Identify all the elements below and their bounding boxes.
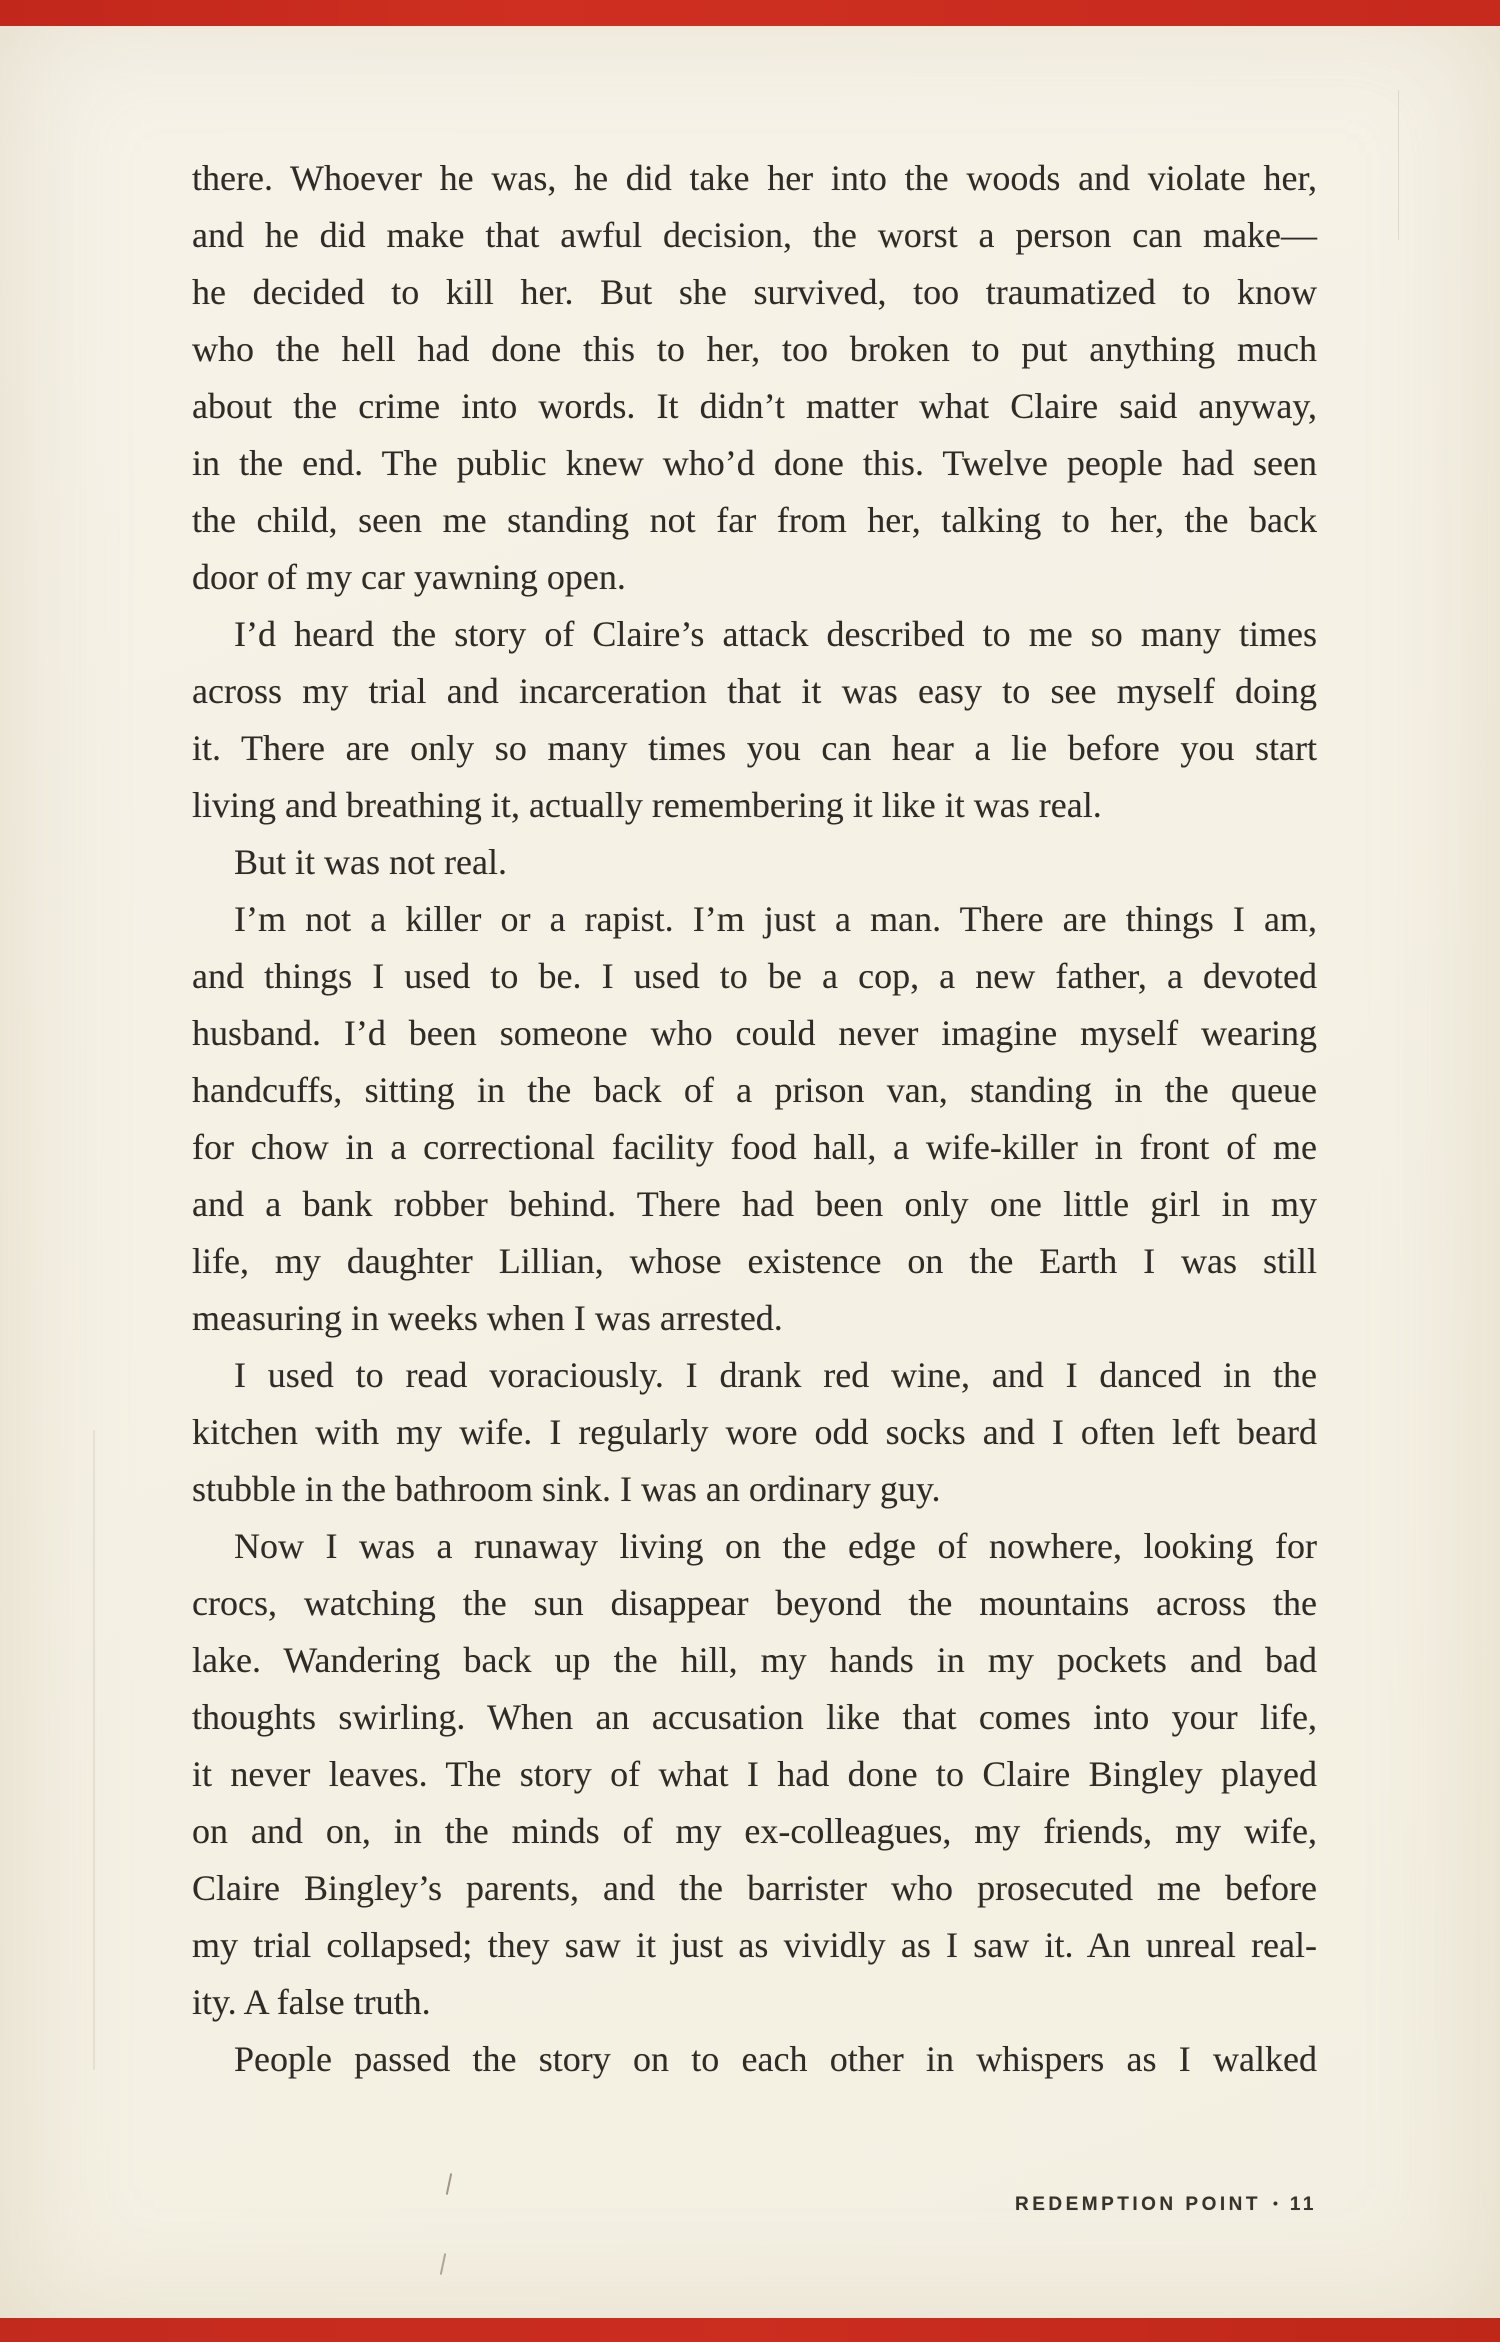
text-line: about the crime into words. It didn’t matter what Claire said anyway, (192, 386, 1317, 426)
paragraph (192, 891, 1317, 1347)
text-line: he decided to kill her. But she survived, too traumatized to know (192, 272, 1317, 312)
paragraph (192, 2031, 1317, 2088)
text-line: it. There are only so many times you can hear a lie before you start (192, 728, 1317, 768)
paragraph (192, 1347, 1317, 1518)
page-bottom-red-edge (0, 2318, 1500, 2342)
text-line: I used to read voraciously. I drank red wine, and I danced in the (234, 1355, 1317, 1395)
text-line: ity. A false truth. (192, 1982, 431, 2022)
text-line: there. Whoever he was, he did take her into the woods and violate her, (192, 158, 1317, 198)
text-line: kitchen with my wife. I regularly wore odd socks and I often left beard (192, 1412, 1317, 1452)
scan-artifact (93, 1430, 95, 2070)
text-line: lake. Wandering back up the hill, my hands in my pockets and bad (192, 1640, 1317, 1680)
text-line: People passed the story on to each other in whispers as I walked (234, 2039, 1317, 2079)
text-line: my trial collapsed; they saw it just as vividly as I saw it. An unreal real- (192, 1925, 1317, 1965)
footer-page-number: 11 (1289, 2194, 1317, 2215)
text-line: crocs, watching the sun disappear beyond the mountains across the (192, 1583, 1317, 1623)
paragraph (192, 150, 1317, 606)
text-line: it never leaves. The story of what I had done to Claire Bingley played (192, 1754, 1317, 1794)
running-footer (192, 2194, 1317, 2216)
text-line: and he did make that awful decision, the worst a person can make— (192, 215, 1317, 255)
paragraph (192, 834, 1317, 891)
scan-artifact (446, 2173, 453, 2195)
text-line: and a bank robber behind. There had been only one little girl in my (192, 1184, 1317, 1224)
text-line: in the end. The public knew who’d done this. Twelve people had seen (192, 443, 1317, 483)
paragraph (192, 606, 1317, 834)
text-line: who the hell had done this to her, too broken to put anything much (192, 329, 1317, 369)
paragraph (192, 1518, 1317, 2031)
text-line: But it was not real. (234, 842, 507, 882)
page-top-red-edge (0, 0, 1500, 26)
text-line: thoughts swirling. When an accusation like that comes into your life, (192, 1697, 1317, 1737)
text-line: door of my car yawning open. (192, 557, 626, 597)
text-line: for chow in a correctional facility food hall, a wife-killer in front of me (192, 1127, 1317, 1167)
footer-separator: • (1273, 2195, 1278, 2211)
text-line: stubble in the bathroom sink. I was an ordinary guy. (192, 1469, 941, 1509)
text-line: on and on, in the minds of my ex-colleagues, my friends, my wife, (192, 1811, 1317, 1851)
text-line: Now I was a runaway living on the edge of nowhere, looking for (234, 1526, 1317, 1566)
scan-artifact (1398, 90, 1399, 240)
text-block (192, 150, 1317, 2088)
text-line: life, my daughter Lillian, whose existence on the Earth I was still (192, 1241, 1317, 1281)
text-line: handcuffs, sitting in the back of a prison van, standing in the queue (192, 1070, 1317, 1110)
text-line: living and breathing it, actually remembering it like it was real. (192, 785, 1102, 825)
text-line: Claire Bingley’s parents, and the barrister who prosecuted me before (192, 1868, 1317, 1908)
text-line: husband. I’d been someone who could never imagine myself wearing (192, 1013, 1317, 1053)
text-line: the child, seen me standing not far from her, talking to her, the back (192, 500, 1317, 540)
text-line: across my trial and incarceration that it was easy to see myself doing (192, 671, 1317, 711)
text-line: measuring in weeks when I was arrested. (192, 1298, 783, 1338)
scan-artifact (440, 2253, 447, 2275)
footer-book-title: REDEMPTION POINT (1014, 2194, 1261, 2215)
text-line: and things I used to be. I used to be a cop, a new father, a devoted (192, 956, 1317, 996)
text-line: I’m not a killer or a rapist. I’m just a man. There are things I am, (234, 899, 1317, 939)
text-line: I’d heard the story of Claire’s attack described to me so many times (234, 614, 1317, 654)
